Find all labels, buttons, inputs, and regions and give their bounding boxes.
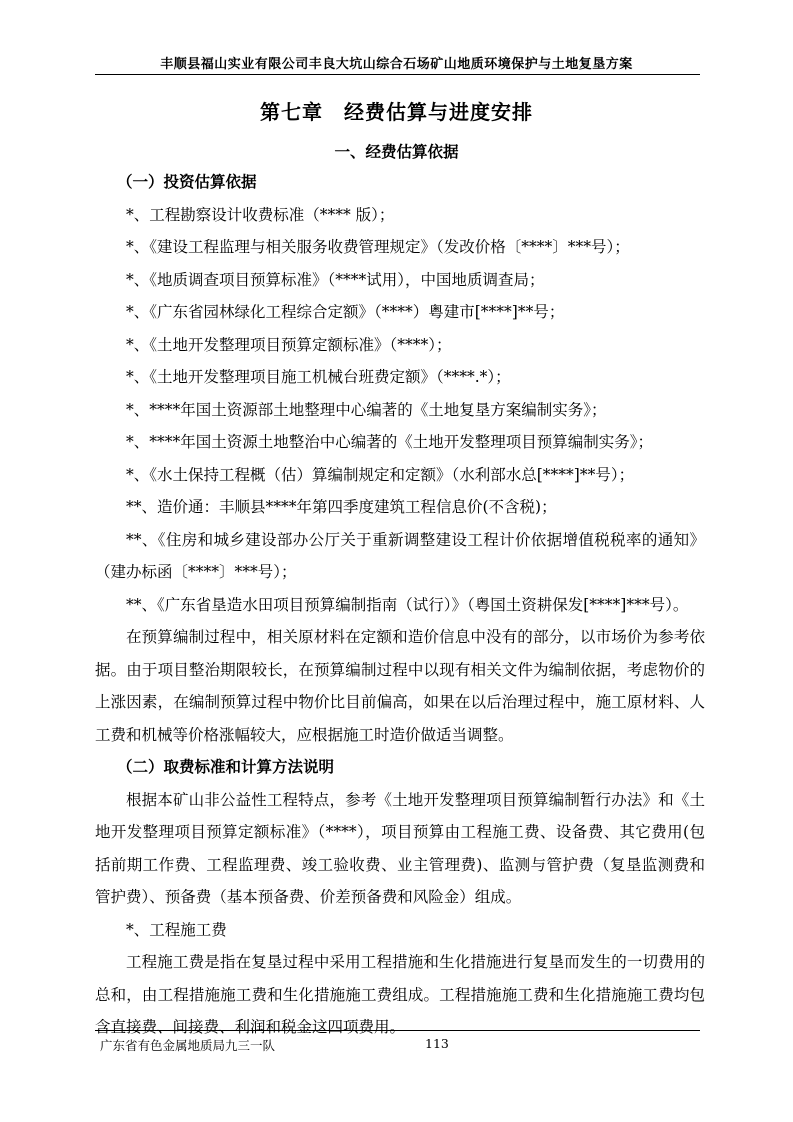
- list-item: *、《水土保持工程概（估）算编制规定和定额》（水利部水总[****]**号）；: [126, 465, 635, 484]
- list-item: *、****年国土资源土地整治中心编著的《土地开发整理项目预算编制实务》；: [126, 433, 654, 451]
- paragraph-fee-composition: 根据本矿山非公益性工程特点，参考《土地开发整理项目预算编制暂行办法》和《土地开发整理项目预算定额标准》（****），项目预算由工程施工费、设备费、其它费用(包括前期工作费、工程监理费、竣工验收费、业主管理费)、监测与管护费（复垦监测费和管护费）、预备费（基本预备费、价差预备费和风险金）组成。: [95, 790, 705, 906]
- list-item: *、工程勘察设计收费标准（**** 版）；: [126, 205, 395, 224]
- list-item: *、《广东省园林绿化工程综合定额》（****）粤建市[****]**号；: [126, 303, 565, 321]
- paragraph-construction-fee: 工程施工费是指在复垦过程中采用工程措施和生化措施进行复垦而发生的一切费用的总和，由工程措施施工费和生化措施施工费组成。工程措施施工费和生化措施施工费均包含直接费、间接费、利润和税金这四项费用。: [95, 953, 705, 1036]
- header-divider: [95, 74, 700, 75]
- section-heading: 一、经费估算依据: [334, 142, 459, 161]
- list-item: **、造价通：丰顺县****年第四季度建筑工程信息价(不含税)；: [126, 498, 557, 516]
- list-item: *、工程施工费: [126, 920, 227, 939]
- page-header-title: 丰顺县福山实业有限公司丰良大坑山综合石场矿山地质环境保护与土地复垦方案: [160, 57, 633, 72]
- list-item: *、《土地开发整理项目施工机械台班费定额》（****.*）；: [126, 368, 511, 386]
- paragraph-budget-notes: 在预算编制过程中，相关原材料在定额和造价信息中没有的部分，以市场价为参考依据。由于项目整治期限较长，在预算编制过程中以现有相关文件为编制依据，考虑物价的上涨因素，在编制预算过程中物价比目前偏高，如果在以后治理过程中，施工原材料、人工费和机械等价格涨幅较大，应根据施工时造价做适当调整。: [95, 628, 705, 744]
- subsection-heading-investment-basis: （一）投资估算依据: [117, 172, 257, 191]
- chapter-title: 第七章 经费估算与进度安排: [260, 100, 533, 124]
- footer-organization: 广东省有色金属地质局九三一队: [100, 1038, 276, 1053]
- list-item: *、《土地开发整理项目预算定额标准》（****）；: [126, 335, 452, 354]
- page-number: 113: [425, 1036, 449, 1051]
- list-item: *、《地质调查项目预算标准》（****试用），中国地质调查局；: [126, 270, 545, 289]
- list-item: **、《住房和城乡建设部办公厅关于重新调整建设工程计价依据增值税税率的通知》（建办标函〔****〕***号）；: [95, 530, 705, 581]
- list-item: *、****年国土资源部土地整理中心编著的《土地复垦方案编制实务》；: [126, 400, 607, 419]
- list-item: **、《广东省垦造水田项目预算编制指南（试行）》（粤国土资耕保发[****]***号）。: [126, 595, 689, 614]
- subsection-heading-fee-standards: （二）取费标准和计算方法说明: [117, 757, 335, 776]
- document-body: [95, 166, 705, 1044]
- footer-divider: [95, 1030, 700, 1031]
- list-item: *、《建设工程监理与相关服务收费管理规定》（发改价格〔****〕***号）；: [126, 238, 630, 256]
